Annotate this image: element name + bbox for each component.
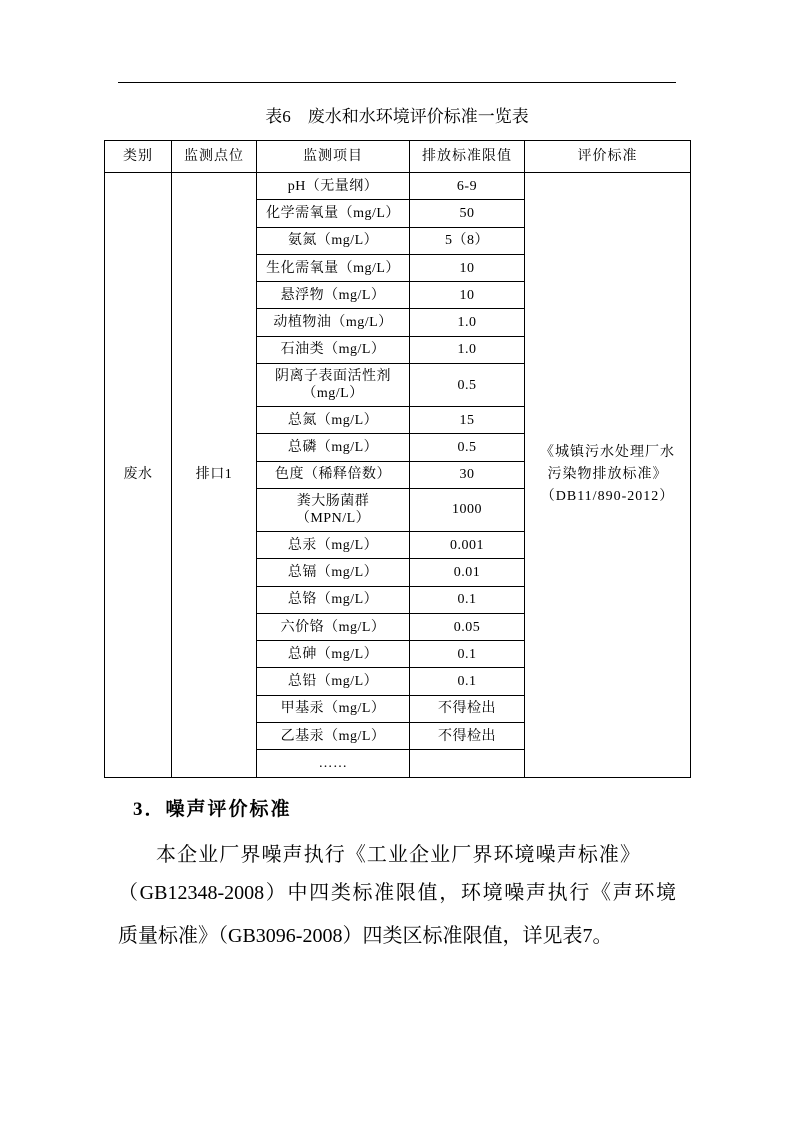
item-cell: 动植物油（mg/L） xyxy=(257,309,410,336)
limit-cell: 0.1 xyxy=(410,586,525,613)
limit-cell: 不得检出 xyxy=(410,723,525,750)
limit-cell: 0.001 xyxy=(410,531,525,558)
limit-cell: 0.01 xyxy=(410,559,525,586)
limit-cell: 不得检出 xyxy=(410,695,525,722)
limit-cell: 5（8） xyxy=(410,227,525,254)
header-monitoring-point: 监测点位 xyxy=(172,141,257,173)
item-cell: 氨氮（mg/L） xyxy=(257,227,410,254)
header-evaluation-standard: 评价标准 xyxy=(525,141,691,173)
limit-cell: 15 xyxy=(410,407,525,434)
limit-cell: 1.0 xyxy=(410,336,525,363)
item-cell: 悬浮物（mg/L） xyxy=(257,282,410,309)
item-cell: 六价铬（mg/L） xyxy=(257,613,410,640)
limit-cell: 10 xyxy=(410,282,525,309)
section-heading: 3．噪声评价标准 xyxy=(133,799,292,820)
standards-table xyxy=(104,140,691,778)
table-caption: 表6 废水和水环境评价标准一览表 xyxy=(265,107,529,126)
header-category: 类别 xyxy=(105,141,172,173)
standard-line: （DB11/890-2012） xyxy=(540,488,675,504)
limit-cell: 0.05 xyxy=(410,613,525,640)
item-line: 粪大肠菌群 xyxy=(296,493,370,509)
limit-cell: 1000 xyxy=(410,488,525,531)
item-cell: 总砷（mg/L） xyxy=(257,641,410,668)
standard-line: 污染物排放标准》 xyxy=(547,466,668,482)
limit-cell: 0.5 xyxy=(410,434,525,461)
item-cell: 石油类（mg/L） xyxy=(257,336,410,363)
item-cell xyxy=(257,364,410,407)
item-cell: 乙基汞（mg/L） xyxy=(257,723,410,750)
item-cell: …… xyxy=(257,750,410,777)
limit-cell: 1.0 xyxy=(410,309,525,336)
item-cell: 化学需氧量（mg/L） xyxy=(257,200,410,227)
item-line: 阴离子表面活性剂 xyxy=(275,369,391,385)
item-cell: 总镉（mg/L） xyxy=(257,559,410,586)
item-cell: 总汞（mg/L） xyxy=(257,531,410,558)
evaluation-standard-cell xyxy=(525,173,691,778)
item-cell: 总磷（mg/L） xyxy=(257,434,410,461)
category-cell: 废水 xyxy=(105,173,172,778)
item-cell: 生化需氧量（mg/L） xyxy=(257,254,410,281)
limit-cell: 6-9 xyxy=(410,173,525,200)
paragraph-line: 本企业厂界噪声执行《工业企业厂界环境噪声标准》 xyxy=(156,844,640,866)
table-header-row xyxy=(105,141,691,173)
paragraph-line: （GB12348-2008）中四类标准限值，环境噪声执行《声环境 xyxy=(118,882,676,904)
header-monitoring-item: 监测项目 xyxy=(257,141,410,173)
table-row xyxy=(105,173,691,200)
limit-cell: 10 xyxy=(410,254,525,281)
item-cell: 色度（稀释倍数） xyxy=(257,461,410,488)
header-emission-limit: 排放标准限值 xyxy=(410,141,525,173)
limit-cell: 0.1 xyxy=(410,641,525,668)
item-cell: pH（无量纲） xyxy=(257,173,410,200)
item-line: （MPN/L） xyxy=(295,510,371,526)
limit-cell xyxy=(410,750,525,777)
item-cell: 总氮（mg/L） xyxy=(257,407,410,434)
paragraph-line: 质量标准》（GB3096-2008）四类区标准限值，详见表7。 xyxy=(118,925,613,947)
limit-cell: 30 xyxy=(410,461,525,488)
limit-cell: 0.1 xyxy=(410,668,525,695)
header-rule xyxy=(118,82,676,83)
monitoring-point-cell: 排口1 xyxy=(172,173,257,778)
item-cell: 甲基汞（mg/L） xyxy=(257,695,410,722)
item-line: （mg/L） xyxy=(302,386,364,402)
item-cell: 总铅（mg/L） xyxy=(257,668,410,695)
limit-cell: 50 xyxy=(410,200,525,227)
item-cell: 总铬（mg/L） xyxy=(257,586,410,613)
standard-line: 《城镇污水处理厂水 xyxy=(540,444,675,460)
limit-cell: 0.5 xyxy=(410,364,525,407)
item-cell xyxy=(257,488,410,531)
